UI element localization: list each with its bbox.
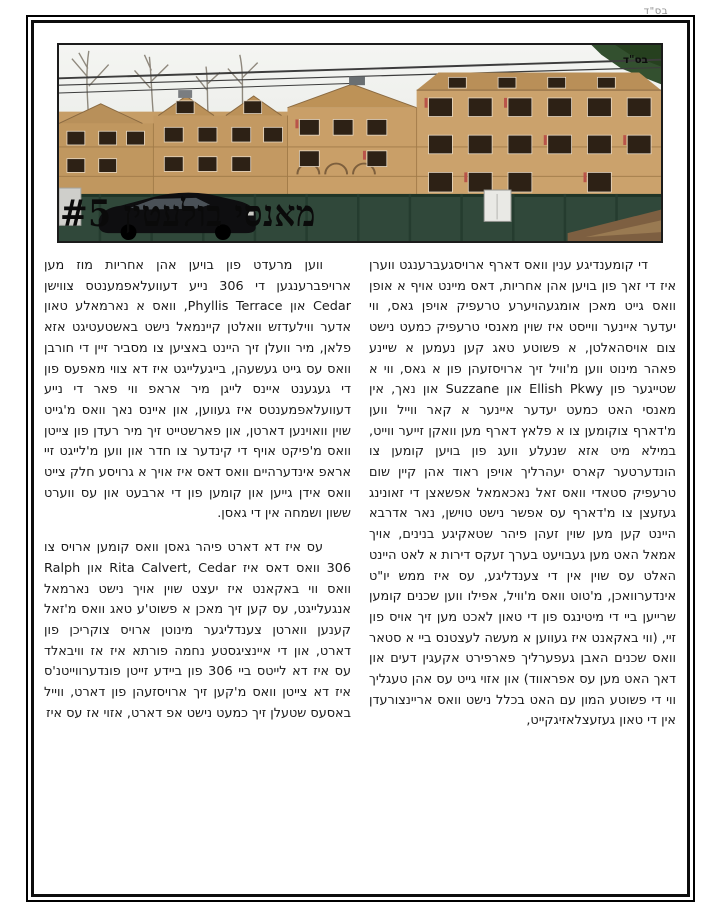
portable-unit-icon [484, 190, 511, 221]
rooftop-unit [349, 76, 365, 85]
construction-site-photo [57, 43, 663, 243]
article-paragraph: די קומענדיגע ענין וואס דארף ארויסגעברענגט ווערן איז די זאך פון בויען אהן אחריות, דאס מיינט אויף א אופן וואס גייט מאכן אומגעהויערע טרעפיק אויפן גאס, ווי יעדער איינער ווייסט איז שוין מאנסי טרעפיק כמעט נישט צום אויסהאלטן, א פשוטע טאג קען נעמען א שיינע פאהר מינוט ווען מ'וויל זיך ארויסזעהן פון א גאס, ווי א שטייגער פון Ellish Pkwy און Suzzane און נאך, אין מאנסי האט כמעט יעדער איינער א קאר ווייל ווען מ'דארף צוקומען צו א פלאץ דארף מען וואקן זייער ווייט, במילא מיט אזא שנעלע וועג פון בויען קומען צו הונדערטער קארס יעהרליך אויפן ראוד אהן קיין שום טרעפיק סטאדי וואס זאל נאכאמאל אפשאצן די זאונינג געזעצן צו מ'דארף עס אפשר נישט טוישן, נאר אדרבא היינט קען מען שוין זעהן פיהר שטאקיגע בנינים, אויך אמאל האט מען געבויעט בערך זעקס דירות א לאט היינט האלט עס שוין אין די צענדליגע, עס איז ממש יו"ט אינדערוואכן, מ'טוט וואס מ'וויל, אפילו ווען שכנים קומען שרייען ביי די מיטינגס פון די טאון לאכט מען זיך אויס פון זיי, (ווי באקאנט איז געווען א מעשה לעצטנס ביי א סטאר וואס שכנים האבן געפערליך פארפירט אקעגין דעים און דאך האט מען עס אפראווד) און אזוי גייט עס אהן טעגליך ווי די פשוטע המון עם האט בכלל נישט וואס אריינצורעדן אין די טאון געזעצלאזיגקייט, [369, 258, 676, 729]
bsd-corner-mark: בס"ד [643, 6, 668, 17]
bsd-photo-mark: בס"ד [622, 54, 648, 66]
newsletter-title: מאנסי בולעטין #5 [60, 192, 316, 235]
article-paragraph: ווען מרעדט פון בויען אהן אחריות מוז מען ארויפברענגען די 306 נייע דעוועלאפמענטס צווישן Cedar און Phyllis Terrace, וואס א נארמאלע טאון אדער ווילעדזש וואלטן קיינמאל נישט באשטעטיגט אזא פלאן, מיר וועלן זיך היינט באציען צו מסביר זיין די חורבן וואס עס גייט געשעהן, בייגעלייגט איז דא צווי מאפעס פון די געגענט איינס לייגן מיר אראפ ווי פאר די נייע דעוועלאפמענטס איז געווען, און איינס נאך וואס מ'גייט שוין וואוינען דארטן, און פארשטייט זיך מיר רעדן פון צייטן וואס מ'פיקט אויף די קינדער צו חדר און ווען מ'לייגט זיי אראפ אינדערהיים וואס דאס איז אויך א גרויסע חלק צייט וואס אידן גייען און קומען פון די ארבעט און עס ווערט ששון ושמחה אין די גאסן. [44, 258, 351, 522]
article-columns [44, 256, 676, 892]
article-column-left [44, 256, 351, 892]
rooftop-unit [178, 90, 192, 98]
article-paragraph: עס איז דא דארט פיהר גאסן וואס קומען ארויס צו 306 וואס דאס איז Rita Calvert, Cedar און Ralph וואס ווי באקאנט איז יעצט שוין אויך נישט נארמאל אנגעלייגט, עס קען זיך מאכן א פשוט'ע טאג וואס מ'זאל קענען ווארטן צענדליגער מינוטן ארויס צוקריכן פון דארט, און די איינציגסטע נחמה פורתא איז אז וויבאלד עס איז דא לייטס ביי 306 פון ביידע זייטן פונדערווייטנ'ס איז דא צייטן וואס מ'קען זיך ארויסזעהן פון דארט, ווייל באסעס שטעלן זיך כמעט נישט אפ דארט, אזוי אז עס איז [44, 540, 352, 721]
article-column-right [369, 256, 676, 892]
